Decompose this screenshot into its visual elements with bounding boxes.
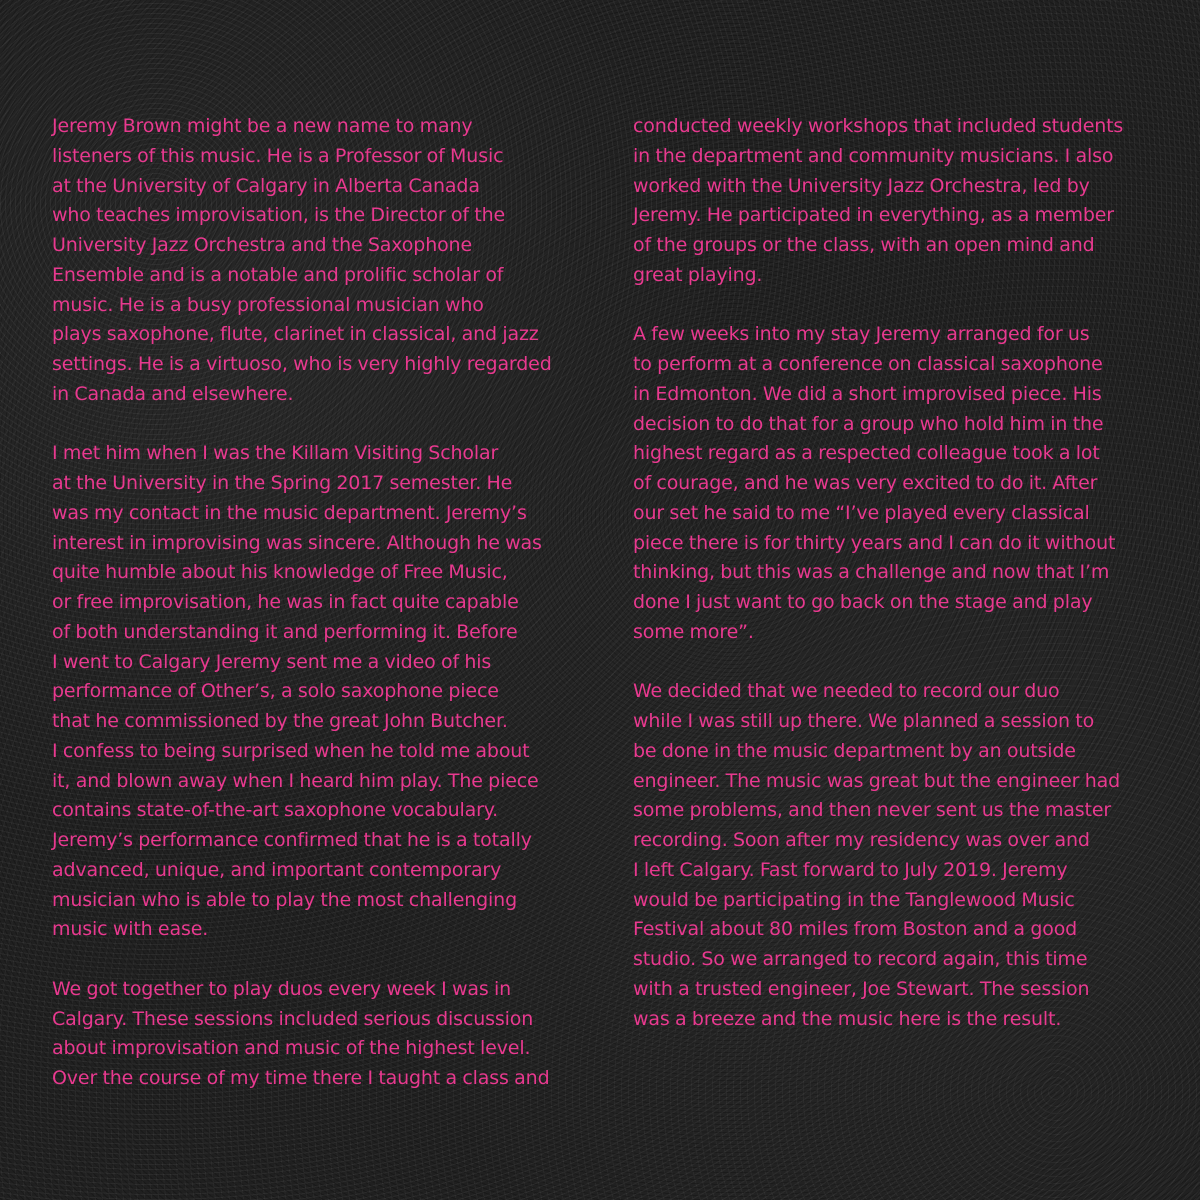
paragraph [633, 677, 1178, 1034]
text-line: at the University in the Spring 2017 semester. He [52, 472, 513, 494]
text-line: I confess to being surprised when he told me about [52, 739, 530, 762]
text-line: would be participating in the Tanglewood Music [633, 888, 1075, 911]
text-line: performance of Other’s, a solo saxophone piece [52, 680, 499, 703]
text-line: University Jazz Orchestra and the Saxophone [52, 234, 472, 256]
text-line: of the groups or the class, with an open mind and [633, 234, 1095, 256]
text-line: A few weeks into my stay Jeremy arranged for us [633, 323, 1090, 346]
text-line: We got together to play duos every week I was in [52, 977, 512, 1000]
text-line: music. He is a busy professional musician who [52, 293, 484, 316]
text-line: our set he said to me “I’ve played every classical [633, 501, 1090, 524]
text-line: with a trusted engineer, Joe Stewart. The session [633, 977, 1090, 1000]
text-line: in Canada and elsewhere. [52, 382, 294, 405]
text-line: done I just want to go back on the stage and play [633, 591, 1093, 613]
text-line: be done in the music department by an outside [633, 739, 1076, 762]
text-line: great playing. [633, 263, 763, 286]
text-line: thinking, but this was a challenge and now that I’m [633, 561, 1110, 584]
text-line: of courage, and he was very excited to do it. After [633, 472, 1098, 494]
text-line: I left Calgary. Fast forward to July 2019. Jeremy [633, 858, 1068, 881]
text-line: musician who is able to play the most challenging [52, 888, 517, 911]
paragraph [52, 112, 597, 410]
paragraph [633, 320, 1178, 647]
left-column [52, 112, 597, 1124]
text-line: who teaches improvisation, is the Director of the [52, 204, 506, 227]
text-line: some problems, and then never sent us the master [633, 799, 1112, 822]
text-line: that he commissioned by the great John Butcher. [52, 710, 508, 732]
text-line: I met him when I was the Killam Visiting Scholar [52, 442, 499, 465]
text-line: Over the course of my time there I taught a class and [52, 1067, 550, 1089]
text-line: contains state-of-the-art saxophone vocabulary. [52, 799, 499, 822]
text-line: in the department and community musicians. I also [633, 144, 1114, 167]
text-line: Calgary. These sessions included serious discussion [52, 1007, 534, 1030]
text-line: was my contact in the music department. Jeremy’s [52, 501, 527, 524]
text-line: Festival about 80 miles from Boston and a good [633, 918, 1078, 941]
text-line: of both understanding it and performing it. Before [52, 620, 518, 643]
text-line: in Edmonton. We did a short improvised piece. His [633, 382, 1102, 405]
text-line: We decided that we needed to record our duo [633, 680, 1060, 703]
text-line: conducted weekly workshops that included students [633, 115, 1124, 137]
text-line: settings. He is a virtuoso, who is very highly regarded [52, 353, 552, 375]
text-line: listeners of this music. He is a Professor of Music [52, 144, 504, 167]
text-line: piece there is for thirty years and I can do it without [633, 531, 1116, 554]
text-line: or free improvisation, he was in fact quite capable [52, 591, 519, 613]
text-line: to perform at a conference on classical saxophone [633, 353, 1103, 375]
text-line: quite humble about his knowledge of Free Music, [52, 561, 508, 584]
text-line: while I was still up there. We planned a session to [633, 710, 1095, 732]
text-line: decision to do that for a group who hold him in the [633, 412, 1104, 435]
text-line: Jeremy’s performance confirmed that he is a totally [52, 829, 532, 851]
text-line: Jeremy Brown might be a new name to many [52, 115, 473, 137]
text-line: plays saxophone, flute, clarinet in classical, and jazz [52, 323, 539, 346]
text-line: some more”. [633, 620, 754, 643]
text-line: I went to Calgary Jeremy sent me a video of his [52, 650, 492, 673]
paragraph [52, 975, 597, 1094]
text-line: was a breeze and the music here is the result. [633, 1007, 1062, 1030]
text-line: interest in improvising was sincere. Although he was [52, 531, 542, 554]
text-line: Ensemble and is a notable and prolific scholar of [52, 263, 504, 286]
text-line: engineer. The music was great but the engineer had [633, 769, 1121, 792]
paragraph [52, 439, 597, 945]
text-line: worked with the University Jazz Orchestra, led by [633, 174, 1090, 197]
text-line: studio. So we arranged to record again, this time [633, 948, 1088, 970]
text-line: advanced, unique, and important contemporary [52, 858, 502, 881]
text-line: it, and blown away when I heard him play. The piece [52, 769, 539, 792]
text-line: music with ease. [52, 918, 209, 941]
text-line: at the University of Calgary in Alberta Canada [52, 174, 480, 197]
paragraph [633, 112, 1178, 291]
right-column [633, 112, 1178, 1064]
text-line: recording. Soon after my residency was over and [633, 829, 1090, 851]
text-line: Jeremy. He participated in everything, as a member [633, 204, 1114, 227]
text-line: about improvisation and music of the highest level. [52, 1037, 531, 1060]
text-line: highest regard as a respected colleague took a lot [633, 442, 1100, 465]
